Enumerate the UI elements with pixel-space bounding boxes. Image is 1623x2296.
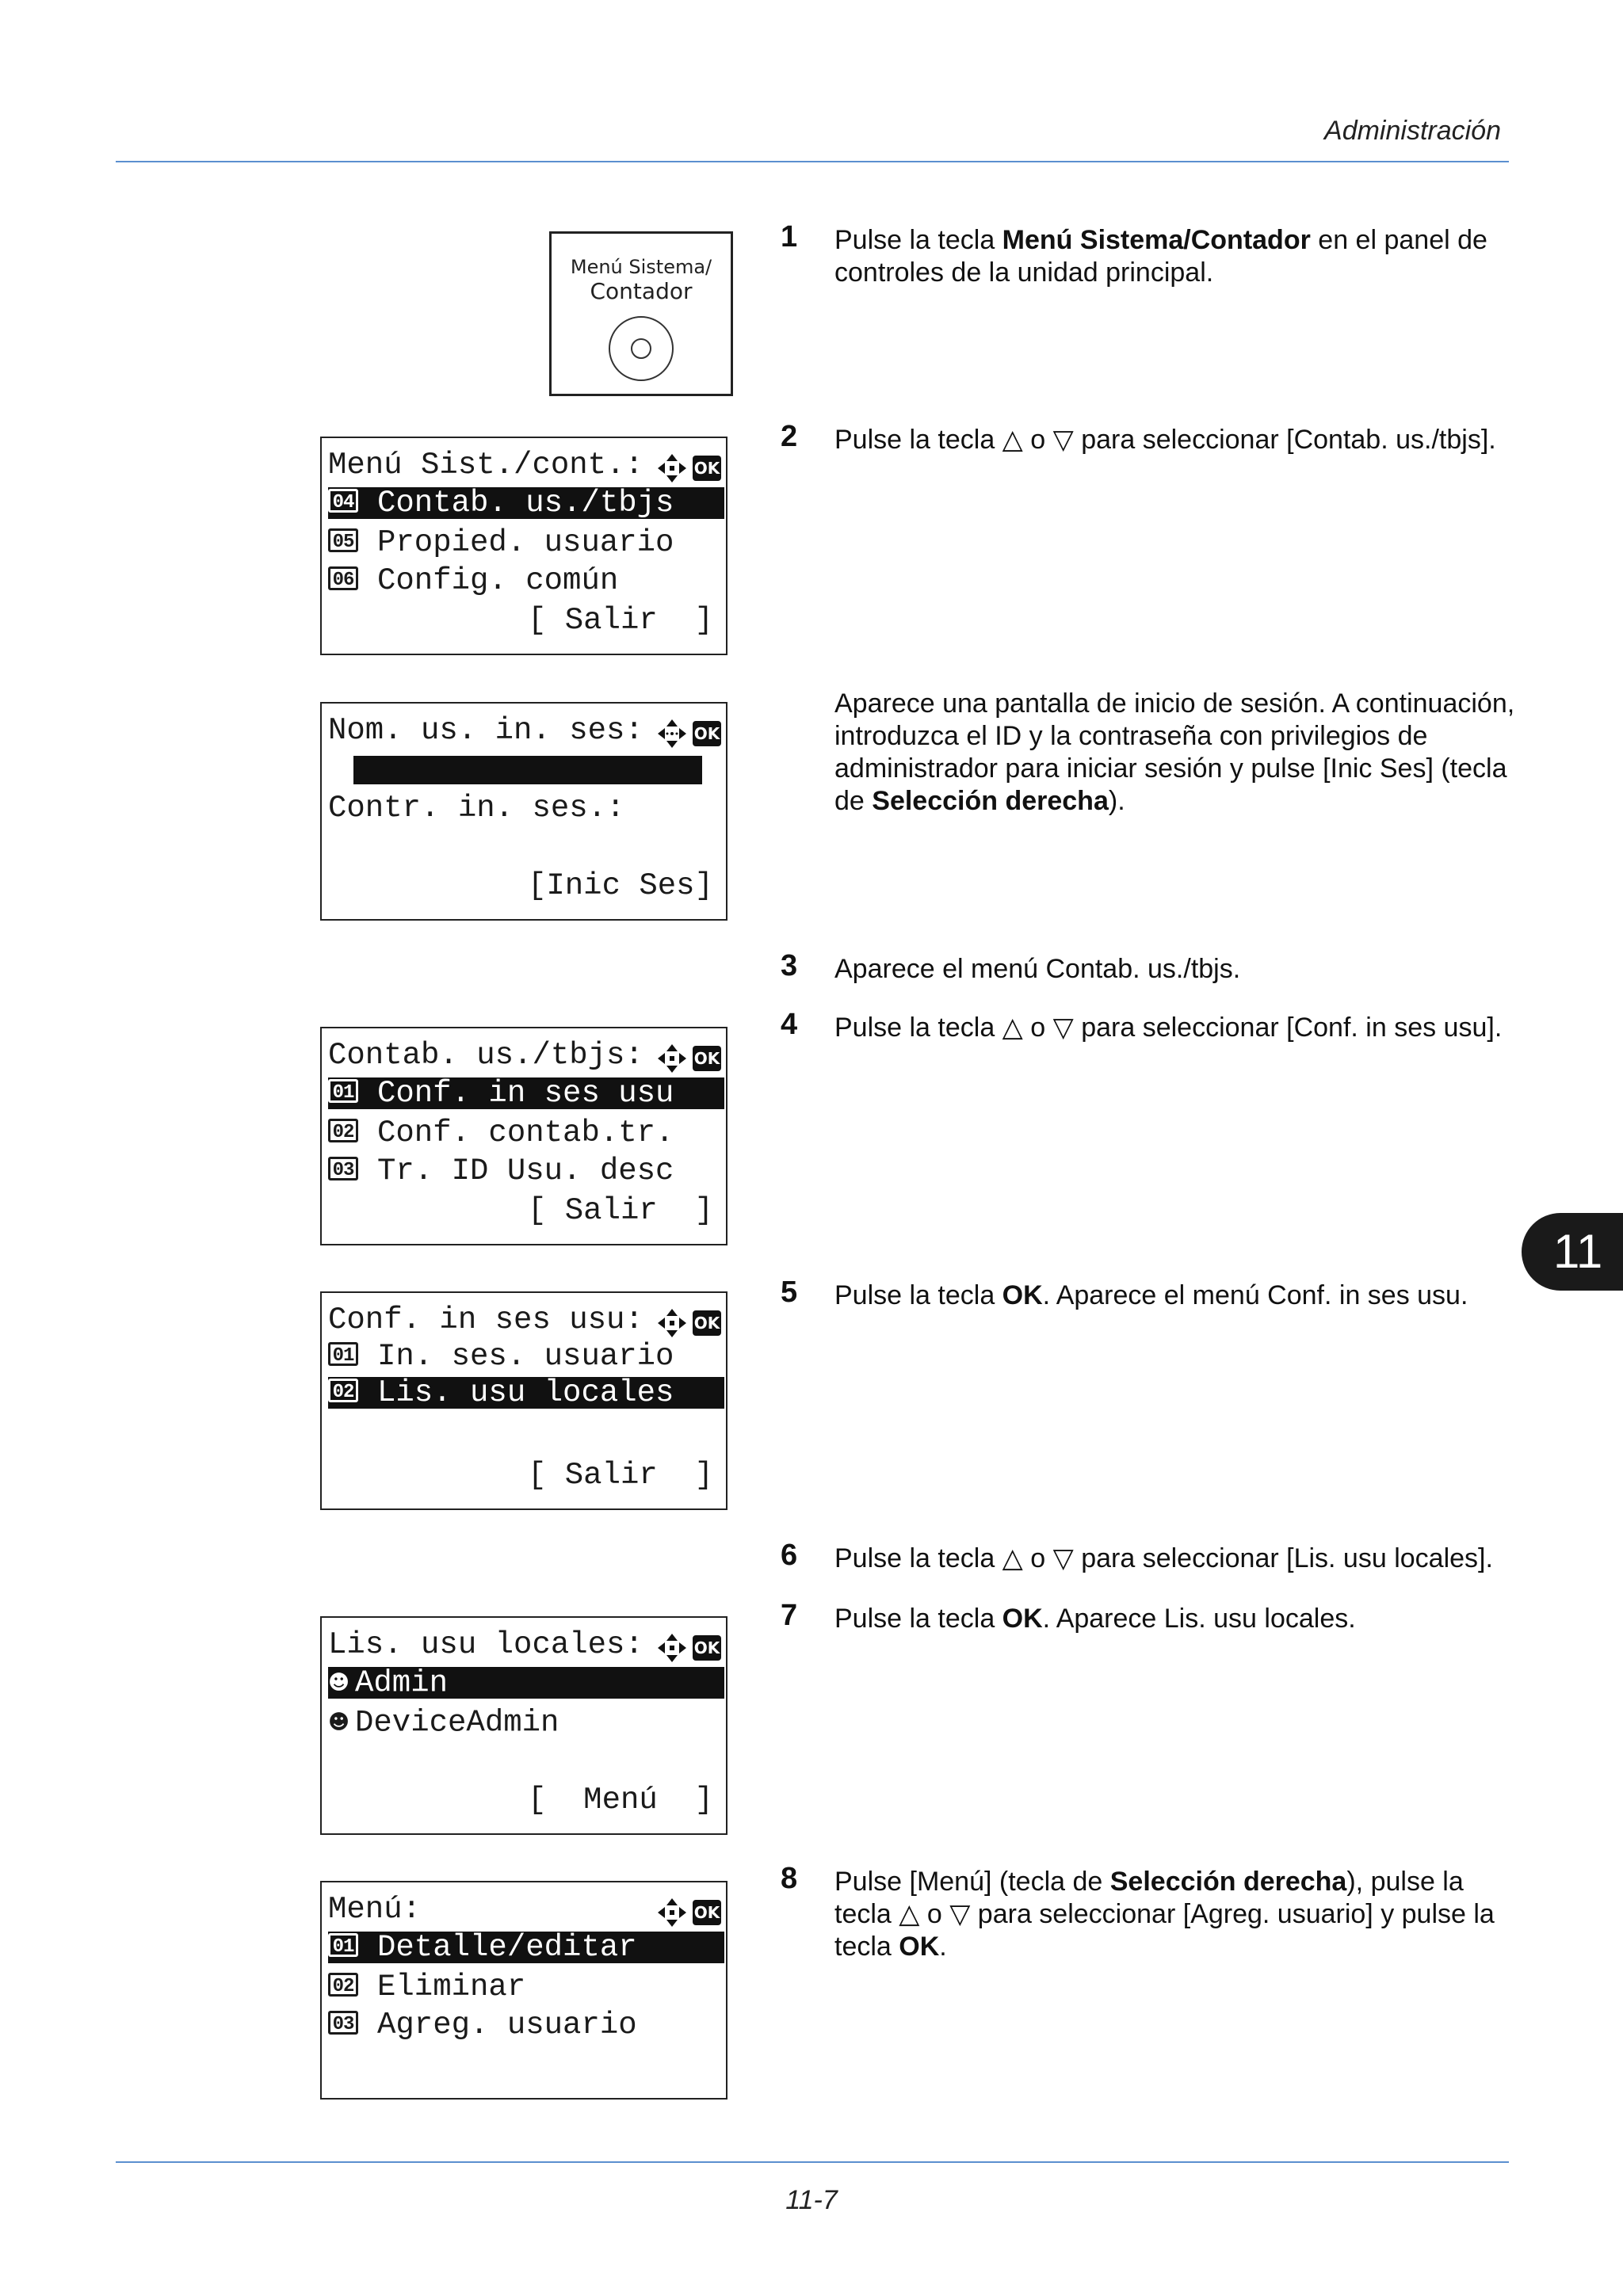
lcd-login <box>320 702 727 921</box>
page-number: 11-7 <box>785 2185 838 2215</box>
four-way-arrow-icon <box>656 452 688 484</box>
lcd-title: Menú Sist./cont.: <box>328 449 643 481</box>
step-text: Aparece el menú Contab. us./tbjs. <box>834 954 1241 984</box>
item-number-badge: 03 <box>328 1157 358 1180</box>
key-name: Menú Sistema/Contador <box>1002 225 1311 255</box>
step-number: 2 <box>781 420 798 453</box>
ok-icon: OK <box>693 1900 721 1925</box>
item-number-badge: 06 <box>328 566 358 590</box>
step-text: Pulse la tecla Menú Sistema/Contador en el panel de controles de la unidad principal. <box>834 225 1487 288</box>
step-text: Aparece una pantalla de inicio de sesión. A continuación, introduzca el ID y la contraseña con privilegios de administrador para iniciar sesión y pulse [Inic Ses] (tecla de Selección derecha). <box>834 688 1515 816</box>
header-rule <box>116 161 1509 162</box>
lcd-nav-indicator <box>656 1307 721 1339</box>
lcd-title: Conf. in ses usu: <box>328 1304 643 1336</box>
step-number: 1 <box>781 220 798 254</box>
key-name: Selección derecha <box>1109 1867 1347 1897</box>
ok-icon: OK <box>693 721 721 746</box>
item-number-badge: 02 <box>328 1379 358 1402</box>
key-name: Selección derecha <box>872 786 1109 816</box>
step-text: Pulse la tecla △ o ▽ para seleccionar [Contab. us./tbjs]. <box>834 425 1496 455</box>
lcd-nav-indicator <box>656 718 721 749</box>
step-number: 8 <box>781 1862 798 1895</box>
key-label-line1: Menú Sistema/ <box>570 256 712 278</box>
lcd-nav-indicator <box>656 452 721 484</box>
step-number: 3 <box>781 949 798 982</box>
item-number-badge: 02 <box>328 1119 358 1142</box>
item-number-badge: 01 <box>328 1933 358 1957</box>
softkey-exit[interactable]: [ Salir ] <box>527 605 713 636</box>
key-name: OK <box>1002 1604 1043 1634</box>
lcd-menu-item[interactable]: 05 Propied. usuario <box>328 527 724 559</box>
softkey-exit[interactable]: [ Salir ] <box>527 1459 713 1491</box>
four-way-arrow-icon <box>656 1897 688 1928</box>
key-name: OK <box>899 1932 940 1962</box>
four-way-arrow-icon <box>656 1632 688 1664</box>
ok-icon: OK <box>693 1635 721 1661</box>
step-text: Pulse la tecla △ o ▽ para seleccionar [Lis. usu locales]. <box>834 1543 1493 1573</box>
softkey-exit[interactable]: [ Salir ] <box>527 1195 713 1226</box>
lcd-menu-item-selected[interactable]: 02 Lis. usu locales <box>328 1377 724 1409</box>
four-way-arrow-icon <box>656 1307 688 1339</box>
chapter-tab: 11 <box>1522 1213 1623 1291</box>
lcd-menu-item[interactable]: 02 Eliminar <box>328 1971 724 2003</box>
lcd-menu-item[interactable]: 03 Tr. ID Usu. desc <box>328 1155 724 1187</box>
step-text: Pulse la tecla OK. Aparece el menú Conf. in ses usu. <box>834 1280 1468 1310</box>
step-number: 7 <box>781 1599 798 1632</box>
lcd-menu-item-selected[interactable]: 01 Detalle/editar <box>328 1932 724 1963</box>
softkey-menu[interactable]: [ Menú ] <box>527 1784 713 1816</box>
ok-icon: OK <box>693 1310 721 1336</box>
item-number-badge: 02 <box>328 1973 358 1997</box>
item-number-badge: 01 <box>328 1342 358 1366</box>
lcd-softkey-row <box>328 1195 724 1226</box>
lcd-menu-item[interactable]: 01 In. ses. usuario <box>328 1341 724 1372</box>
lcd-menu-item[interactable]: 02 Conf. contab.tr. <box>328 1117 724 1149</box>
key-label-line2: Contador <box>590 278 693 304</box>
lcd-nav-indicator <box>656 1632 721 1664</box>
lcd-nav-indicator <box>656 1043 721 1074</box>
lcd-user-menu <box>320 1881 727 2100</box>
ok-icon: OK <box>693 1046 721 1071</box>
key-button-icon <box>609 316 674 381</box>
softkey-login[interactable]: [Inic Ses] <box>527 870 713 902</box>
lcd-job-accounting <box>320 1027 727 1245</box>
system-menu-counter-key <box>549 231 733 396</box>
user-icon: ☻ <box>328 1671 350 1695</box>
lcd-title: Contab. us./tbjs: <box>328 1039 643 1071</box>
lcd-softkey-row <box>328 870 724 902</box>
item-number-badge: 03 <box>328 2011 358 2035</box>
lcd-nav-indicator <box>656 1897 721 1928</box>
lcd-system-menu <box>320 437 727 655</box>
item-number-badge: 04 <box>328 489 358 513</box>
key-name: OK <box>1002 1280 1043 1310</box>
lcd-menu-item-selected[interactable]: 01 Conf. in ses usu <box>328 1077 724 1109</box>
lcd-login-settings <box>320 1291 727 1510</box>
username-input[interactable] <box>353 756 702 784</box>
lcd-title: Menú: <box>328 1894 422 1925</box>
lcd-user-item-selected[interactable]: ☻ Admin <box>328 1667 724 1699</box>
lcd-menu-item[interactable]: 06 Config. común <box>328 565 724 597</box>
lcd-local-user-list <box>320 1616 727 1835</box>
step-number: 5 <box>781 1276 798 1309</box>
lcd-menu-item-selected[interactable]: 04 Contab. us./tbjs <box>328 487 724 519</box>
lcd-title: Lis. usu locales: <box>328 1629 643 1661</box>
four-way-arrow-icon <box>656 1043 688 1074</box>
user-icon: ☻ <box>328 1711 350 1734</box>
ok-icon: OK <box>693 456 721 481</box>
step-text: Pulse la tecla OK. Aparece Lis. usu locales. <box>834 1604 1356 1634</box>
page-header-title: Administración <box>1324 116 1501 146</box>
four-way-dotted-arrow-icon <box>656 718 688 749</box>
step-number: 6 <box>781 1539 798 1572</box>
item-number-badge: 01 <box>328 1079 358 1103</box>
lcd-menu-item[interactable]: 03 Agreg. usuario <box>328 2009 724 2041</box>
step-text: Pulse la tecla △ o ▽ para seleccionar [Conf. in ses usu]. <box>834 1013 1503 1043</box>
lcd-softkey-row <box>328 1784 724 1816</box>
footer-rule <box>116 2161 1509 2163</box>
lcd-softkey-row <box>328 1459 724 1491</box>
lcd-softkey-row <box>328 605 724 636</box>
password-label: Contr. in. ses.: <box>328 792 625 824</box>
item-number-badge: 05 <box>328 528 358 552</box>
step-text: Pulse [Menú] (tecla de Selección derecha), pulse la tecla △ o ▽ para seleccionar [Agreg. usuario] y pulse la tecla OK. <box>834 1867 1495 1962</box>
lcd-title: Nom. us. in. ses: <box>328 715 643 746</box>
lcd-user-item[interactable]: ☻ DeviceAdmin <box>328 1707 559 1738</box>
step-number: 4 <box>781 1008 798 1041</box>
